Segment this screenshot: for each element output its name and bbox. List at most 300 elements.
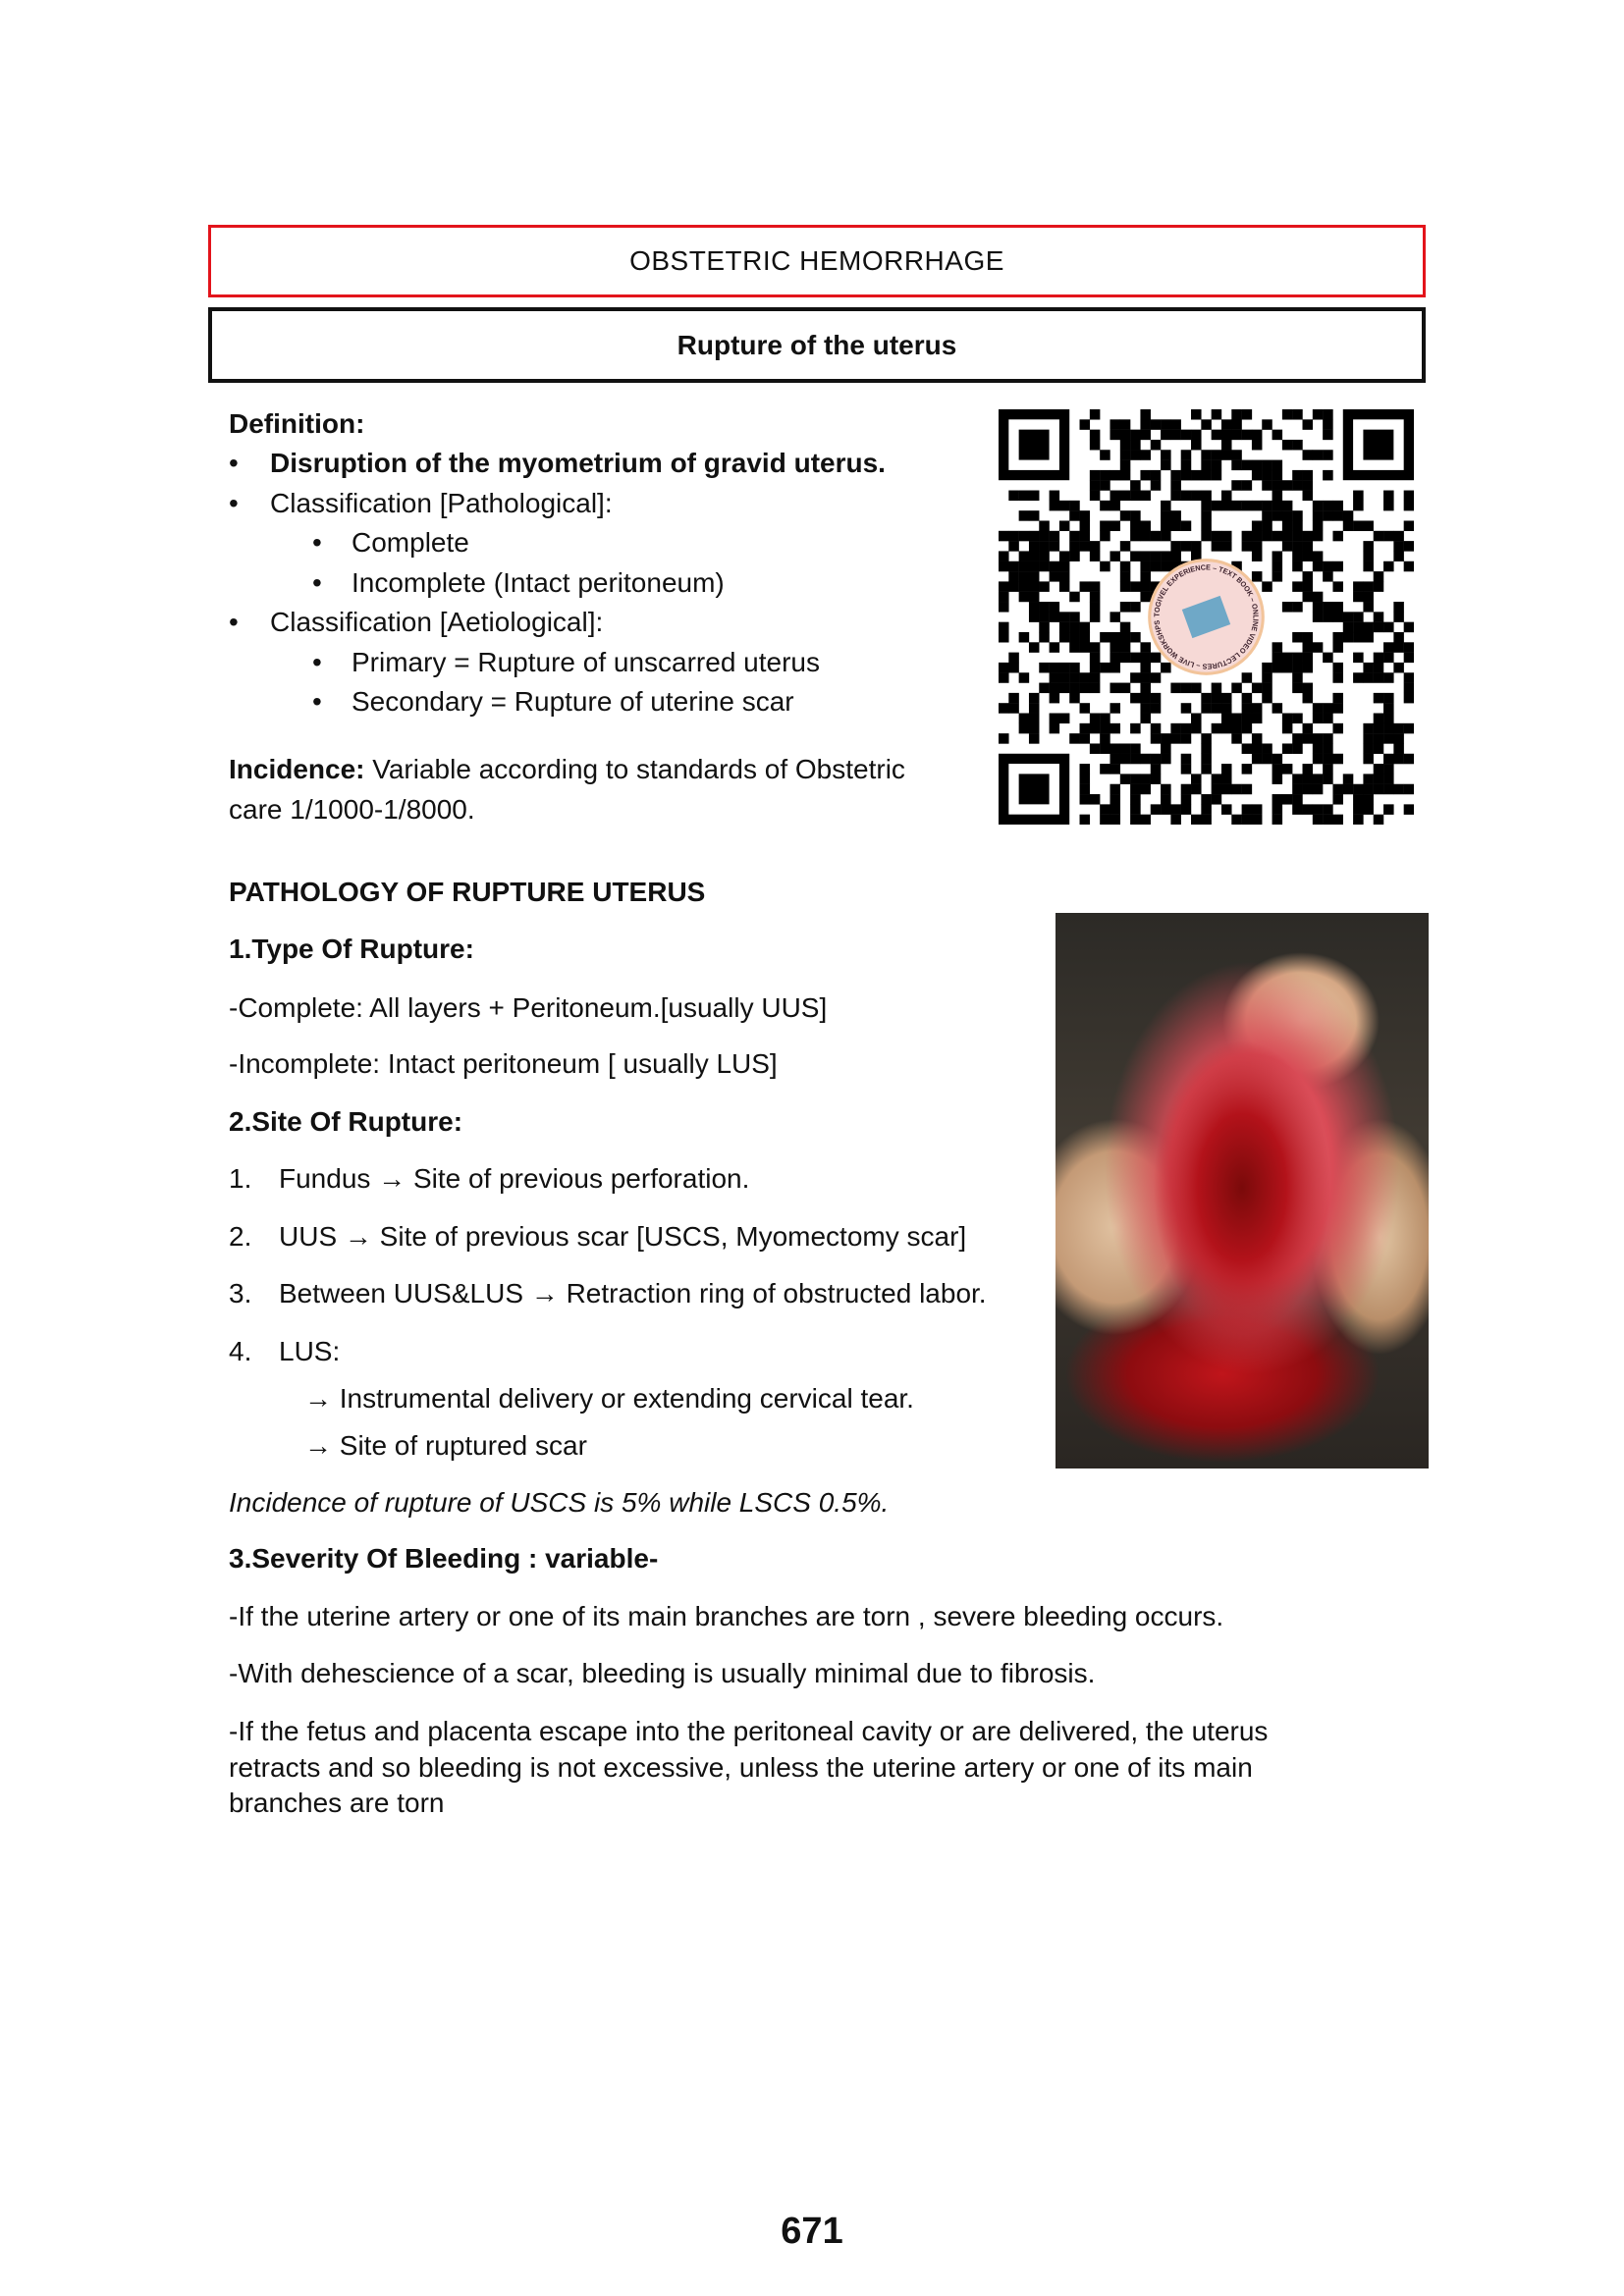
qr-module: [1262, 743, 1272, 754]
qr-module: [1181, 764, 1192, 774]
qr-module: [1262, 419, 1272, 430]
qr-module: [1343, 622, 1354, 633]
qr-module: [1231, 784, 1242, 795]
qr-module: [1110, 784, 1120, 795]
qr-module: [1019, 632, 1030, 643]
qr-module: [1120, 743, 1131, 754]
qr-module: [1332, 581, 1343, 592]
qr-module: [1272, 703, 1283, 714]
qr-module: [1069, 510, 1080, 521]
qr-module: [1282, 480, 1293, 491]
site-number: 4.: [229, 1336, 252, 1366]
qr-module: [1059, 520, 1070, 531]
qr-module: [1191, 430, 1202, 441]
qr-module: [1019, 551, 1030, 561]
qr-module: [1332, 693, 1343, 704]
qr-module: [1080, 703, 1091, 714]
qr-module: [1050, 723, 1060, 734]
qr-module: [1161, 501, 1171, 511]
qr-module: [1181, 520, 1192, 531]
qr-module: [1130, 754, 1141, 765]
qr-module: [1313, 703, 1324, 714]
qr-module: [1221, 440, 1232, 451]
qr-module: [1221, 541, 1232, 552]
qr-module: [1050, 663, 1060, 673]
severity-item: -With dehescience of a scar, bleeding is usually minimal due to fibrosis.: [229, 1658, 1096, 1688]
qr-module: [1029, 491, 1040, 502]
qr-module: [1231, 409, 1242, 420]
qr-module: [1231, 723, 1242, 734]
qr-module: [1323, 602, 1333, 613]
site-number: 3.: [229, 1278, 252, 1308]
qr-module: [1120, 430, 1131, 441]
qr-module: [1130, 551, 1141, 561]
qr-module: [1272, 510, 1283, 521]
qr-module: [1130, 531, 1141, 542]
qr-module: [1050, 491, 1060, 502]
qr-module: [1262, 510, 1272, 521]
chapter-title: OBSTETRIC HEMORRHAGE: [629, 245, 1004, 276]
qr-module: [1069, 501, 1080, 511]
qr-module: [1282, 501, 1293, 511]
qr-module: [1201, 815, 1212, 825]
qr-module: [1151, 693, 1162, 704]
qr-module: [1181, 804, 1192, 815]
qr-module: [1090, 592, 1101, 603]
qr-module: [1090, 743, 1101, 754]
qr-module: [1130, 653, 1141, 664]
qr-module: [1323, 653, 1333, 664]
qr-module: [1019, 491, 1030, 502]
qr-module: [1161, 520, 1171, 531]
qr-module: [1050, 541, 1060, 552]
qr-module: [1292, 683, 1303, 694]
qr-module: [1292, 520, 1303, 531]
qr-module: [1090, 541, 1101, 552]
qr-module: [1110, 723, 1120, 734]
qr-module: [1059, 632, 1070, 643]
qr-module: [1110, 653, 1120, 664]
qr-module: [1170, 683, 1181, 694]
qr-logo-text-path: TOGIVEL EXPERIENCE – TEXT BOOK – ONLINE VIDEO LECTURES – LIVE WORKSHPS: [1152, 562, 1261, 671]
incidence-text-2: care 1/1000-1/8000.: [229, 794, 475, 825]
severity-last-line: -If the fetus and placenta escape into the peritoneal cavity or are delivered, the uterus: [229, 1716, 1269, 1746]
qr-module: [1151, 440, 1162, 451]
qr-module: [1212, 501, 1222, 511]
qr-module: [1080, 632, 1091, 643]
qr-module: [1303, 419, 1314, 430]
qr-module: [1242, 815, 1253, 825]
qr-module: [1332, 663, 1343, 673]
type-heading: 1.Type Of Rupture:: [229, 934, 474, 964]
qr-module: [1323, 470, 1333, 481]
qr-module: [1140, 491, 1151, 502]
qr-module: [1282, 541, 1293, 552]
qr-module: [1029, 733, 1040, 744]
site-number: 1.: [229, 1163, 252, 1194]
qr-module: [1039, 531, 1050, 542]
qr-module: [1313, 815, 1324, 825]
qr-module: [1303, 531, 1314, 542]
qr-module: [1100, 450, 1110, 460]
qr-module: [1130, 743, 1141, 754]
qr-module: [1212, 409, 1222, 420]
qr-module: [1252, 714, 1263, 724]
qr-module: [1262, 470, 1272, 481]
qr-module: [1130, 632, 1141, 643]
qr-module: [1181, 723, 1192, 734]
qr-module: [1272, 571, 1283, 582]
qr-module: [1201, 733, 1212, 744]
qr-module: [1050, 561, 1060, 572]
qr-module: [1130, 450, 1141, 460]
qr-module: [1292, 663, 1303, 673]
qr-module: [1181, 733, 1192, 744]
qr-module: [1029, 581, 1040, 592]
qr-module: [1100, 501, 1110, 511]
qr-module: [1181, 430, 1192, 441]
qr-module: [1130, 602, 1141, 613]
qr-module: [1353, 581, 1364, 592]
qr-module: [1080, 642, 1091, 653]
qr-module: [1323, 419, 1333, 430]
qr-module: [1313, 561, 1324, 572]
qr-module: [1120, 581, 1131, 592]
qr-module: [1262, 520, 1272, 531]
section-header: [208, 307, 1426, 383]
qr-module: [1242, 480, 1253, 491]
qr-module: [1292, 440, 1303, 451]
qr-module: [1201, 743, 1212, 754]
pathology-heading: PATHOLOGY OF RUPTURE UTERUS: [229, 877, 706, 907]
qr-module: [1161, 419, 1171, 430]
incidence-note: Incidence of rupture of USCS is 5% while LSCS 0.5%.: [229, 1487, 890, 1518]
qr-module: [1303, 642, 1314, 653]
qr-module: [1191, 815, 1202, 825]
chapter-header: [208, 225, 1426, 297]
qr-module: [1151, 419, 1162, 430]
qr-module: [1313, 531, 1324, 542]
qr-module: [1201, 460, 1212, 471]
qr-module: [1383, 804, 1394, 815]
qr-module: [1231, 683, 1242, 694]
qr-module: [1404, 723, 1414, 734]
qr-module: [1161, 784, 1171, 795]
qr-module: [1313, 774, 1324, 784]
qr-module: [1069, 551, 1080, 561]
qr-module: [1303, 581, 1314, 592]
qr-module: [1090, 663, 1101, 673]
qr-module: [1282, 531, 1293, 542]
qr-module: [1374, 743, 1384, 754]
qr-module: [1120, 774, 1131, 784]
qr-module: [1252, 501, 1263, 511]
qr-module: [1130, 815, 1141, 825]
qr-module: [1120, 754, 1131, 765]
qr-module: [1303, 541, 1314, 552]
qr-module: [999, 602, 1009, 613]
qr-module: [1323, 815, 1333, 825]
qr-module: [1090, 714, 1101, 724]
qr-module: [1140, 419, 1151, 430]
qr-module: [1323, 754, 1333, 765]
qr-module: [1363, 551, 1374, 561]
qr-module: [1050, 693, 1060, 704]
qr-module: [1080, 520, 1091, 531]
qr-module: [1050, 571, 1060, 582]
qr-module: [1080, 784, 1091, 795]
qr-logo-text: [1152, 562, 1260, 670]
qr-module: [1363, 592, 1374, 603]
qr-module: [1050, 683, 1060, 694]
qr-module: [1303, 653, 1314, 664]
qr-module: [1363, 754, 1374, 765]
qr-module: [1069, 733, 1080, 744]
qr-module: [1161, 733, 1171, 744]
qr-module: [1140, 450, 1151, 460]
qr-module: [1050, 642, 1060, 653]
qr-module: [1272, 774, 1283, 784]
qr-module: [1191, 723, 1202, 734]
qr-module: [1353, 784, 1364, 795]
qr-module: [1404, 693, 1414, 704]
qr-module: [1130, 430, 1141, 441]
qr-module: [1080, 581, 1091, 592]
qr-module: [1292, 743, 1303, 754]
qr-module: [1383, 501, 1394, 511]
qr-module: [1100, 531, 1110, 542]
qr-module: [1151, 480, 1162, 491]
qr-module: [1039, 561, 1050, 572]
qr-finder-pattern: [1019, 774, 1050, 804]
qr-module: [1039, 622, 1050, 633]
site-item: LUS:: [279, 1336, 341, 1366]
qr-module: [1212, 683, 1222, 694]
qr-module: [1140, 784, 1151, 795]
qr-module: [1252, 531, 1263, 542]
qr-module: [1100, 470, 1110, 481]
qr-module: [1303, 683, 1314, 694]
qr-module: [1374, 723, 1384, 734]
qr-module: [1292, 632, 1303, 643]
qr-module: [1059, 714, 1070, 724]
qr-module: [1181, 794, 1192, 805]
qr-module: [1029, 571, 1040, 582]
qr-module: [1039, 602, 1050, 613]
qr-module: [1272, 804, 1283, 815]
qr-module: [1292, 794, 1303, 805]
qr-module: [1313, 551, 1324, 561]
qr-module: [1292, 480, 1303, 491]
qr-module: [1170, 733, 1181, 744]
qr-module: [1323, 571, 1333, 582]
qr-module: [1008, 491, 1019, 502]
definition-subitem: Primary = Rupture of unscarred uterus: [352, 647, 820, 677]
qr-module: [1201, 450, 1212, 460]
qr-module: [1383, 784, 1394, 795]
qr-module: [1363, 723, 1374, 734]
qr-module: [1170, 815, 1181, 825]
qr-module: [1110, 663, 1120, 673]
qr-module: [1282, 794, 1293, 805]
qr-module: [1404, 491, 1414, 502]
qr-module: [1151, 703, 1162, 714]
qr-module: [1008, 541, 1019, 552]
qr-module: [1252, 733, 1263, 744]
qr-module: [1221, 430, 1232, 441]
qr-module: [1374, 764, 1384, 774]
qr-module: [1262, 754, 1272, 765]
qr-module: [1262, 480, 1272, 491]
qr-module: [1029, 592, 1040, 603]
qr-module: [1090, 602, 1101, 613]
qr-module: [1221, 693, 1232, 704]
qr-module: [1252, 804, 1263, 815]
qr-module: [1332, 632, 1343, 643]
qr-module: [1323, 409, 1333, 420]
qr-module: [1170, 491, 1181, 502]
qr-module: [1019, 592, 1030, 603]
qr-module: [1110, 815, 1120, 825]
qr-module: [1069, 663, 1080, 673]
qr-module: [1404, 501, 1414, 511]
qr-module: [1383, 622, 1394, 633]
qr-module: [1292, 602, 1303, 613]
qr-module: [1100, 561, 1110, 572]
qr-module: [1363, 784, 1374, 795]
qr-module: [1252, 683, 1263, 694]
qr-module: [1374, 531, 1384, 542]
lus-item: → Instrumental delivery or extending cervical tear.: [304, 1383, 914, 1414]
site-item: Fundus → Site of previous perforation.: [279, 1163, 750, 1194]
qr-module: [1313, 592, 1324, 603]
qr-module: [1080, 672, 1091, 683]
qr-module: [1100, 632, 1110, 643]
qr-module: [1069, 531, 1080, 542]
qr-module: [1170, 480, 1181, 491]
qr-module: [1140, 409, 1151, 420]
qr-module: [1191, 714, 1202, 724]
qr-module: [1181, 784, 1192, 795]
qr-module: [1404, 541, 1414, 552]
qr-module: [1191, 491, 1202, 502]
qr-module: [1353, 622, 1364, 633]
qr-module: [1140, 520, 1151, 531]
qr-module: [1363, 581, 1374, 592]
qr-module: [1383, 672, 1394, 683]
qr-module: [1383, 723, 1394, 734]
qr-module: [1282, 440, 1293, 451]
qr-module: [999, 663, 1009, 673]
qr-module: [1212, 794, 1222, 805]
qr-module: [1201, 510, 1212, 521]
qr-module: [1181, 460, 1192, 471]
qr-module: [1151, 754, 1162, 765]
site-item: Between UUS&LUS → Retraction ring of obstructed labor.: [279, 1278, 987, 1308]
qr-module: [1323, 510, 1333, 521]
qr-module: [1313, 743, 1324, 754]
qr-module: [1120, 683, 1131, 694]
qr-module: [1292, 409, 1303, 420]
qr-module: [1100, 815, 1110, 825]
qr-module: [1029, 531, 1040, 542]
qr-module: [1383, 733, 1394, 744]
qr-module: [1110, 754, 1120, 765]
qr-module: [1191, 784, 1202, 795]
qr-module: [1393, 602, 1404, 613]
qr-module: [1120, 491, 1131, 502]
qr-module: [1374, 622, 1384, 633]
qr-module: [1292, 784, 1303, 795]
qr-module: [1110, 703, 1120, 714]
qr-module: [1374, 714, 1384, 724]
qr-module: [1393, 723, 1404, 734]
qr-module: [1303, 491, 1314, 502]
qr-module: [1292, 551, 1303, 561]
qr-module: [1374, 693, 1384, 704]
qr-module: [1363, 804, 1374, 815]
qr-module: [1019, 581, 1030, 592]
qr-module: [1069, 541, 1080, 552]
qr-module: [1151, 531, 1162, 542]
qr-module: [1059, 551, 1070, 561]
qr-module: [1332, 602, 1343, 613]
qr-module: [1404, 683, 1414, 694]
qr-module: [1303, 774, 1314, 784]
qr-module: [1130, 693, 1141, 704]
qr-module: [1170, 520, 1181, 531]
qr-module: [1363, 632, 1374, 643]
qr-module: [1353, 804, 1364, 815]
qr-module: [1404, 622, 1414, 633]
incidence-label: Incidence:: [229, 754, 365, 784]
qr-module: [1332, 642, 1343, 653]
qr-module: [1080, 794, 1091, 805]
qr-module: [1374, 774, 1384, 784]
qr-module: [1242, 804, 1253, 815]
qr-module: [999, 581, 1009, 592]
qr-module: [1090, 551, 1101, 561]
qr-module: [1252, 430, 1263, 441]
qr-module: [1029, 723, 1040, 734]
qr-module: [1039, 612, 1050, 622]
qr-module: [1404, 642, 1414, 653]
definition-subitem: Complete: [352, 527, 469, 558]
qr-module: [1363, 794, 1374, 805]
bullet-icon: •: [312, 647, 322, 677]
qr-module: [1140, 531, 1151, 542]
qr-module: [1272, 764, 1283, 774]
qr-module: [1374, 733, 1384, 744]
qr-module: [1282, 714, 1293, 724]
qr-module: [1383, 491, 1394, 502]
qr-module: [1282, 743, 1293, 754]
qr-module: [1161, 743, 1171, 754]
qr-module: [1332, 531, 1343, 542]
qr-module: [1161, 794, 1171, 805]
qr-module: [1363, 541, 1374, 552]
qr-module: [1019, 510, 1030, 521]
qr-module: [1404, 804, 1414, 815]
qr-module: [1292, 714, 1303, 724]
definition-item: Disruption of the myometrium of gravid uterus.: [270, 448, 886, 478]
qr-module: [1242, 693, 1253, 704]
qr-module: [1383, 754, 1394, 765]
qr-module: [1383, 774, 1394, 784]
qr-module: [1029, 541, 1040, 552]
qr-module: [1130, 672, 1141, 683]
qr-module: [1252, 815, 1263, 825]
